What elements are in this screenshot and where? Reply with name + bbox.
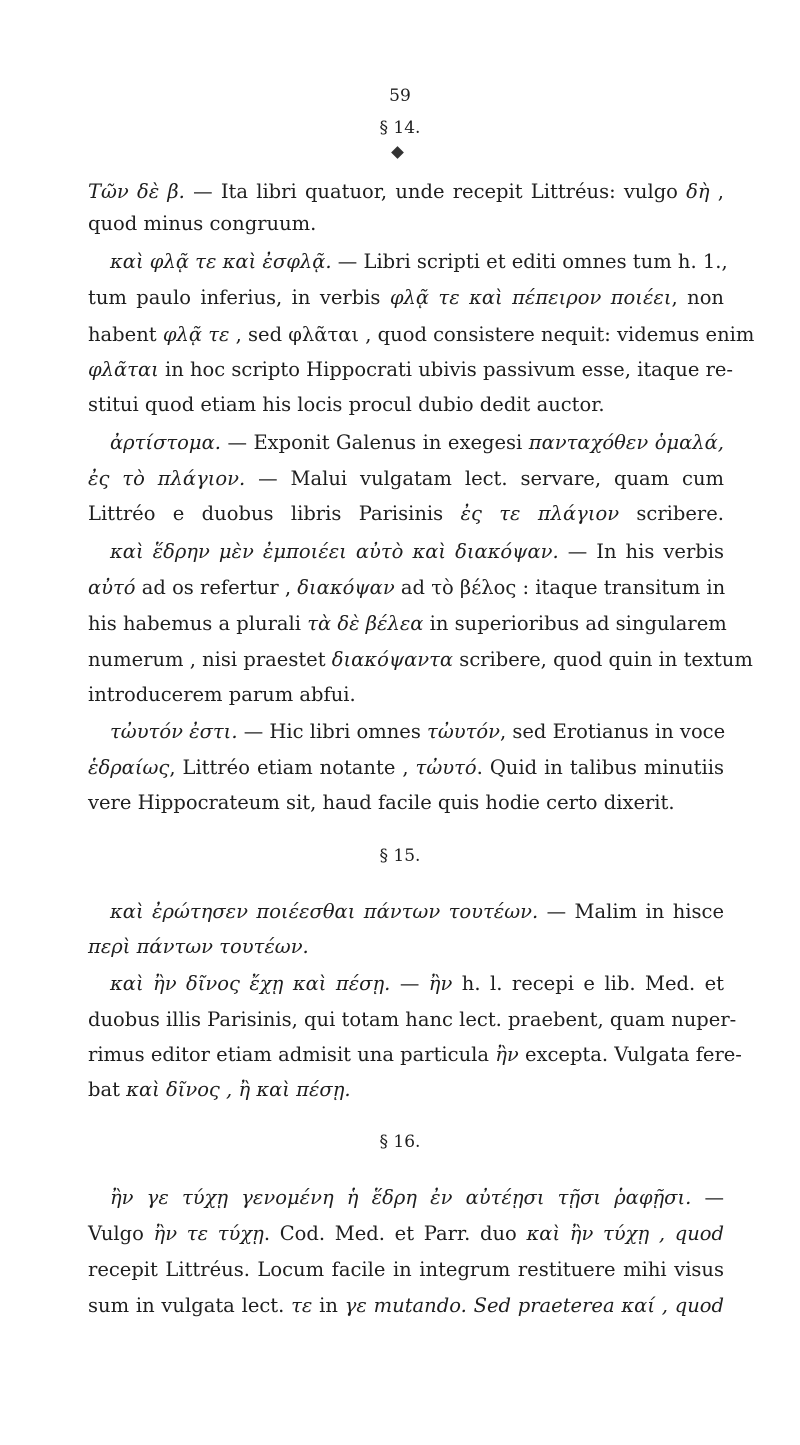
text-line: Τῶν δὲ β. — Ita libri quatuor, unde recepit Littréus: vulgo δὴ , <box>88 180 724 203</box>
text-line: quod minus congruum. <box>88 212 317 235</box>
text-line: ἢν γε τύχῃ γενομένη ἡ ἕδρη ἐν αὐτέῃσι τῇσι ῥαφῇσι. — <box>110 1186 724 1209</box>
text-line: sum in vulgata lect. τε in γε mutando. Sed praeterea καί , quod <box>88 1294 724 1317</box>
text-line: περὶ πάντων τουτέων. <box>88 935 309 958</box>
text-line: φλᾶται in hoc scripto Hippocrati ubivis passivum esse, itaque re- <box>88 358 734 381</box>
text-line: ἀρτίστομα. — Exponit Galenus in exegesi πανταχόθεν ὁμαλά, <box>110 431 724 454</box>
text-line: καὶ ἢν δῖνος ἔχῃ καὶ πέσῃ. — ἢν h. l. recepi e lib. Med. et <box>110 972 724 995</box>
section-heading: § 14. <box>379 118 421 138</box>
text-line: τὠυτόν ἐστι. — Hic libri omnes τὠυτόν, sed Erotianus in voce <box>110 720 726 743</box>
text-line: numerum , nisi praestet διακόψαντα scribere, quod quin in textum <box>88 648 753 671</box>
text-line: vere Hippocrateum sit, haud facile quis hodie certo dixerit. <box>88 791 675 814</box>
text-line: καὶ ἕδρην μὲν ἐμποιέει αὐτὸ καὶ διακόψαν. — In his verbis <box>110 540 724 563</box>
text-line: Littréo e duobus libris Parisinis ἐς τε πλάγιον scribere. <box>88 502 724 525</box>
text-line: duobus illis Parisinis, qui totam hanc lect. praebent, quam nuper- <box>88 1008 737 1031</box>
text-line: καὶ ἐρώτησεν ποιέεσθαι πάντων τουτέων. — Malim in hisce <box>110 900 724 923</box>
text-line: his habemus a plurali τὰ δὲ βέλεα in superioribus ad singularem <box>88 612 727 635</box>
text-line: Vulgo ἢν τε τύχῃ. Cod. Med. et Parr. duo καὶ ἢν τύχῃ , quod <box>88 1222 724 1245</box>
text-line: καὶ φλᾷ τε καὶ ἐσφλᾷ. — Libri scripti et editi omnes tum h. 1., <box>110 250 728 273</box>
text-line: αὐτό ad os refertur , διακόψαν ad τὸ βέλος : itaque transitum in <box>88 576 726 599</box>
page-number: 59 <box>389 86 411 106</box>
text-line: introducerem parum abfui. <box>88 683 356 706</box>
text-line: recepit Littréus. Locum facile in integrum restituere mihi visus <box>88 1258 724 1281</box>
section-heading: § 16. <box>379 1132 421 1152</box>
ornament-diamond-icon <box>391 146 404 159</box>
text-line: ἑδραίως, Littréo etiam notante , τὠυτό. Quid in talibus minutiis <box>88 756 724 779</box>
text-line: rimus editor etiam admisit una particula ἢν excepta. Vulgata fere- <box>88 1043 742 1066</box>
section-heading: § 15. <box>379 846 421 866</box>
text-line: ἐς τὸ πλάγιον. — Malui vulgatam lect. servare, quam cum <box>88 467 725 490</box>
text-line: tum paulo inferius, in verbis φλᾷ τε καὶ πέπειρον ποιέει, non <box>88 286 724 309</box>
text-line: stitui quod etiam his locis procul dubio dedit auctor. <box>88 393 605 416</box>
text-line: bat καὶ δῖνος , ἢ καὶ πέσῃ. <box>88 1078 351 1101</box>
text-line: habent φλᾷ τε , sed φλᾶται , quod consistere nequit: videmus enim <box>88 323 755 346</box>
